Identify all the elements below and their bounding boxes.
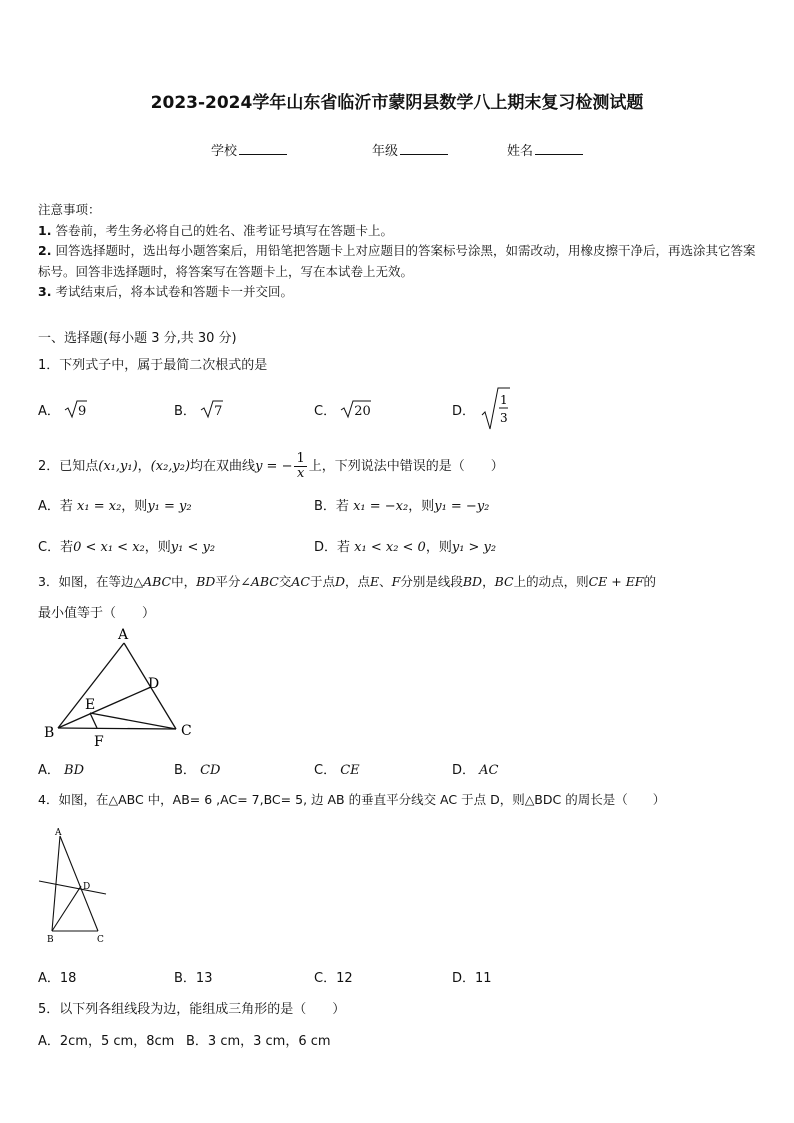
- question-1-stem: 1．下列式子中，属于最简二次根式的是: [38, 358, 268, 373]
- q2-option-c[interactable]: C．若0 < x₁ < x₂，则y₁ < y₂: [38, 540, 216, 555]
- q3-option-d[interactable]: D． AC: [452, 763, 499, 778]
- question-2-stem: 2．已知点(x₁,y₁)，(x₂,y₂)均在双曲线y = − $\frac{1}{x}$ 上，下列说法中错误的是（ ）: [38, 451, 504, 481]
- question-5-stem: 5．以下列各组线段为边，能组成三角形的是（ ）: [38, 1002, 346, 1017]
- q4-option-b[interactable]: B．13: [174, 971, 213, 986]
- question-3-stem-line-1: 3．如图，在等边△ABC中，BD平分∠ABC交AC于点D，点E、F分别是线段BD，BC上的动点，则CE + EF的: [38, 574, 657, 589]
- sqrt-fraction-icon: [481, 387, 511, 431]
- q4-option-a[interactable]: A．18: [38, 971, 77, 986]
- label-d: D: [83, 882, 91, 892]
- label-a: A: [55, 828, 62, 838]
- sqrt-denominator: 3: [500, 411, 508, 425]
- q5-option-a[interactable]: A．2cm，5 cm，8cm: [38, 1034, 175, 1049]
- question-4-stem: 4．如图，在△ABC 中，AB= 6 ,AC= 7,BC= 5, 边 AB 的垂直平分线交 AC 于点 D，则△BDC 的周长是（ ）: [38, 792, 666, 807]
- q1-option-c[interactable]: C． 20: [314, 399, 371, 419]
- q1-option-a[interactable]: A． 9: [38, 399, 86, 419]
- school-label: 学校: [211, 144, 238, 159]
- segment-ef: [90, 713, 97, 728]
- name-field[interactable]: [507, 140, 583, 159]
- equilateral-triangle-figure: [38, 625, 208, 750]
- q3-option-b[interactable]: B． CD: [174, 763, 221, 778]
- label-f: F: [94, 734, 104, 750]
- segment-bd: [52, 886, 81, 931]
- grade-blank[interactable]: [400, 142, 448, 155]
- q1-option-d[interactable]: D． 1 3: [452, 387, 511, 431]
- side-bc: [58, 728, 176, 729]
- side-ac: [60, 836, 98, 931]
- name-label: 姓名: [507, 144, 534, 159]
- q2-option-a[interactable]: A．若 x₁ = x₂，则y₁ = y₂: [38, 499, 192, 514]
- q4-option-d[interactable]: D．11: [452, 971, 492, 986]
- q1-option-b[interactable]: B． 7: [174, 399, 222, 419]
- label-c: C: [97, 935, 104, 945]
- fraction-numerator: 1: [296, 451, 305, 466]
- triangle-perpendicular-bisector-figure: [38, 825, 118, 947]
- school-field[interactable]: [211, 140, 287, 159]
- label-b: B: [44, 725, 55, 741]
- label-b: B: [47, 935, 54, 945]
- notes-heading: 注意事项：: [38, 202, 101, 217]
- grade-field[interactable]: [372, 140, 448, 159]
- grade-label: 年级: [372, 144, 399, 159]
- note-item-1: 1. 答卷前，考生务必将自己的姓名、准考证号填写在答题卡上。: [38, 222, 393, 238]
- bisector-line: [39, 881, 106, 894]
- section-heading: 一、选择题(每小题 3 分,共 30 分): [38, 331, 237, 346]
- label-c: C: [181, 723, 192, 739]
- q2-option-d[interactable]: D．若 x₁ < x₂ < 0，则y₁ > y₂: [314, 540, 497, 555]
- label-e: E: [85, 697, 96, 713]
- page-title: 2023-2024学年山东省临沂市蒙阴县数学八上期末复习检测试题: [150, 93, 644, 113]
- q5-option-b[interactable]: B．3 cm，3 cm，6 cm: [186, 1034, 331, 1049]
- note-item-3: 3. 考试结束后，将本试卷和答题卡一并交回。: [38, 284, 293, 299]
- note-item-2: 2. 回答选择题时，选出每小题答案后，用铅笔把答题卡上对应题目的答案标号涂黑，如需改动，用橡皮擦干净后，再选涂其它答案标号。回答非选择题时，将答案写在答题卡上，写在本试卷上无效。: [38, 243, 756, 279]
- q4-option-c[interactable]: C．12: [314, 971, 353, 986]
- segment-ce: [90, 713, 176, 729]
- q2-option-b[interactable]: B．若 x₁ = −x₂，则y₁ = −y₂: [314, 499, 490, 514]
- q3-option-a[interactable]: A． BD: [38, 763, 85, 778]
- school-blank[interactable]: [239, 142, 287, 155]
- fraction-denominator: x: [296, 466, 305, 481]
- q3-option-c[interactable]: C． CE: [314, 763, 360, 778]
- sqrt-numerator: 1: [500, 393, 508, 407]
- label-d: D: [148, 676, 160, 692]
- label-a: A: [118, 627, 129, 643]
- question-3-stem-line-2: 最小值等于（ ）: [38, 606, 156, 621]
- notes-block: [38, 200, 758, 303]
- name-blank[interactable]: [535, 142, 583, 155]
